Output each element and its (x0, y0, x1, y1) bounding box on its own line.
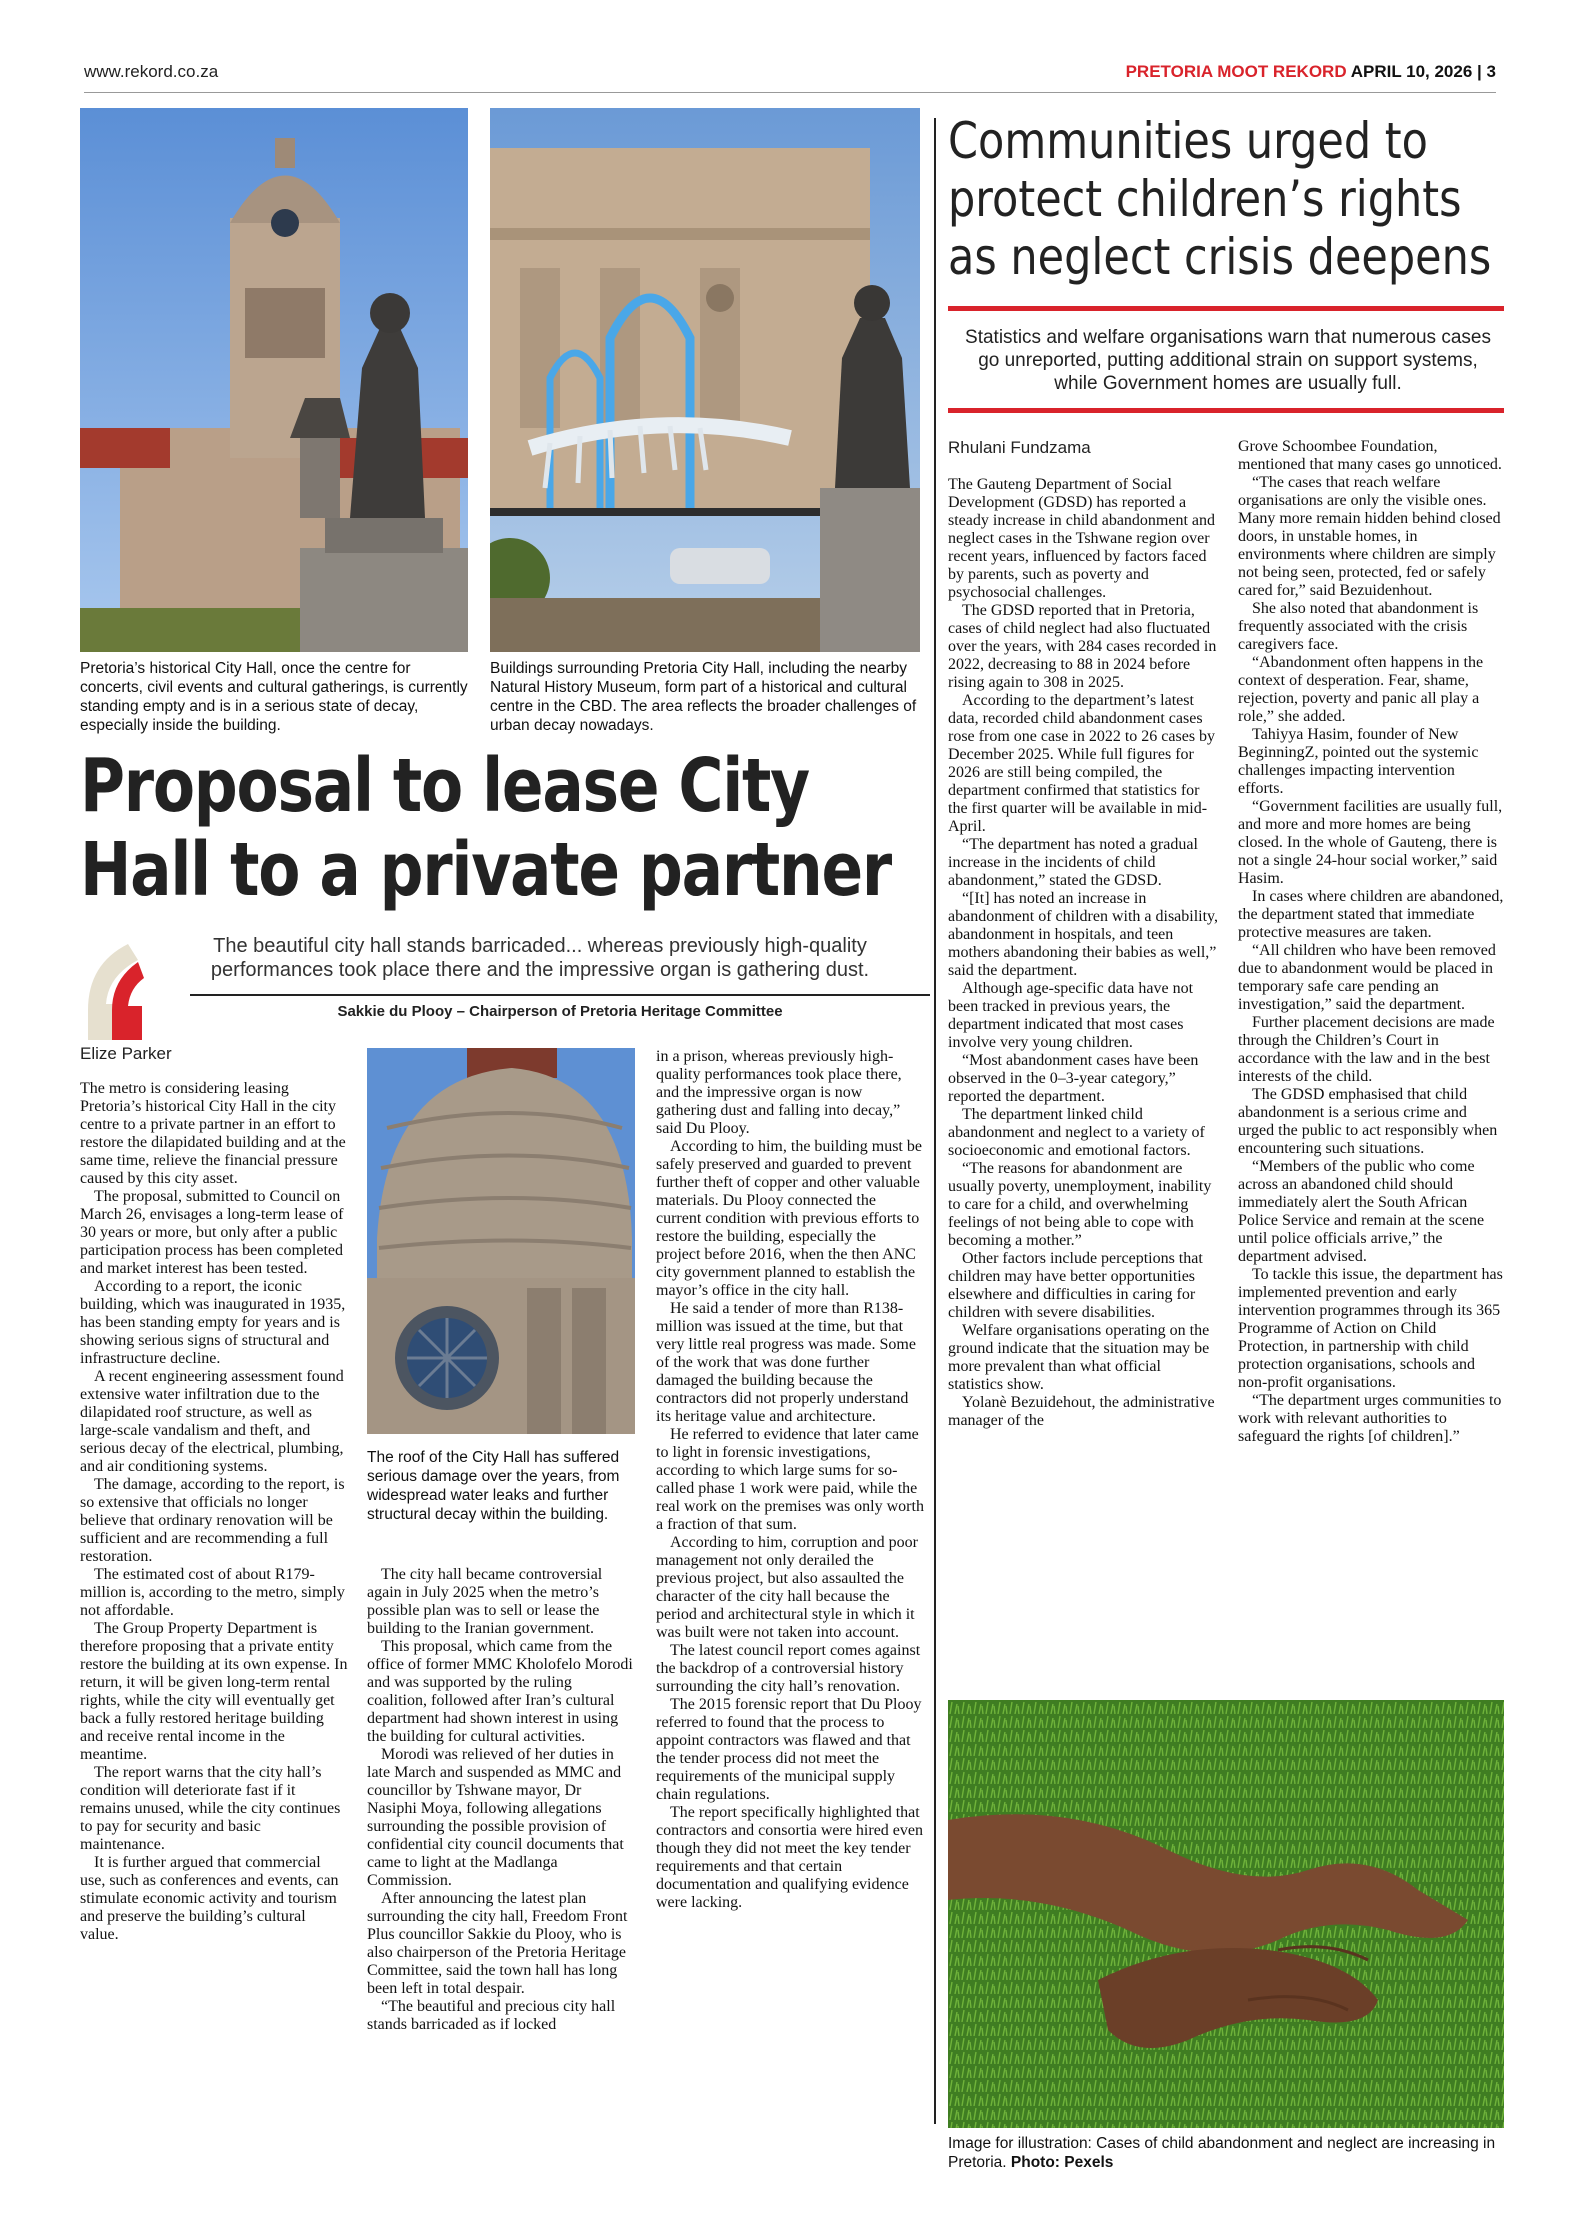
city-hall-roof-photo (367, 1048, 635, 1434)
left-col1-paragraph: The report warns that the city hall’s condition will deteriorate fast if it remains unused, while the city continues to pay for security and basic maintenance. (80, 1764, 341, 1853)
left-col3-paragraph: According to him, corruption and poor management not only derailed the previous project, but also assaulted the character of the city hall because the period and architectural style in which it was built were not taken into account. (656, 1534, 918, 1641)
right-col2-paragraph: “The cases that reach welfare organisations are only the visible ones. Many more remain hidden behind closed doors, in unstable homes, in environments where children are simply not being seen, protected, fed or safely cared for,” said Bezuidenhout. (1238, 474, 1501, 599)
right-col2-paragraph: “The department urges communities to work with relevant authorities to safeguard the rights [of children].” (1238, 1392, 1502, 1445)
left-col2-paragraph: After announcing the latest plan surrounding the city hall, Freedom Front Plus councillor Sakkie du Plooy, who is also chairperson of the Pretoria Heritage Committee, said the town hall has long been left in total despair. (367, 1890, 628, 1997)
right-col1-paragraph: Welfare organisations operating on the ground indicate that the situation may be more prevalent than what official statistics show. (948, 1322, 1210, 1393)
site-url[interactable]: www.rekord.co.za (84, 62, 219, 81)
roof-photo-caption: The roof of the City Hall has suffered serious damage over the years, from widespread water leaks and further structural decay within the building. (367, 1449, 620, 1523)
left-col1-paragraph: The estimated cost of about R179-million is, according to the metro, simply not affordable. (80, 1566, 345, 1619)
right-col1-paragraph: Other factors include perceptions that children may have better opportunities elsewhere and difficulties in caring for children with severe disabilities. (948, 1250, 1203, 1321)
city-hall-photo-caption: Pretoria’s historical City Hall, once the centre for concerts, civil events and cultural gatherings, is currently standing empty and is in a serious state of decay, especially inside the building. (80, 660, 468, 734)
right-col2-paragraph: She also noted that abandonment is frequently associated with the crisis caregivers face. (1238, 600, 1479, 653)
standfirst-rule-bottom (948, 408, 1504, 413)
hands-photo-caption-text: Image for illustration: Cases of child abandonment and neglect are increasing in Pretoria. (948, 2135, 1496, 2171)
left-headline-line-2: Hall to a private partner (80, 827, 891, 913)
right-col1-paragraph: Yolanè Bezuidehout, the administrative manager of the (948, 1394, 1215, 1429)
hands-photo-caption (948, 2134, 1504, 2172)
left-col1-paragraph: The Group Property Department is therefore proposing that a private entity restore the building at its own expense. In return, it will be given long-term rental rights, while the city will eventually get back a fully restored heritage building and receive rental income in the meantime. (80, 1620, 348, 1763)
left-story-column-2 (367, 1566, 635, 2034)
left-col1-paragraph: The damage, according to the report, is so extensive that officials no longer believe that ordinary renovation will be sufficient and are recommending a full restoration. (80, 1476, 345, 1565)
right-col2-paragraph: “Government facilities are usually full, and more and more homes are being closed. In the whole of Gauteng, there is not a single 24-hour social worker,” said Hasim. (1238, 798, 1503, 887)
right-col2-paragraph: “Members of the public who come across an abandoned child should immediately alert the South African Police Service and remain at the scene until police officials arrive,” the department advised. (1238, 1158, 1485, 1265)
right-col1-paragraph: “The department has noted a gradual increase in the incidents of child abandonment,” stated the GDSD. (948, 836, 1198, 889)
left-story-headline (80, 743, 891, 913)
left-story-column-1 (80, 1080, 348, 1944)
left-col2-paragraph: The city hall became controversial again in July 2025 when the metro’s possible plan was to sell or lease the building to the Iranian government. (367, 1566, 603, 1637)
right-col2-paragraph: To tackle this issue, the department has implemented prevention and early intervention programmes through its 365 Programme of Action on Child Protection, in partnership with child protection organisations, schools and non-profit organisations. (1238, 1266, 1503, 1391)
right-col1-paragraph: Although age-specific data have not been tracked in previous years, the department indicated that most cases involve very young children. (948, 980, 1194, 1051)
right-col1-paragraph: “[It] has noted an increase in abandonment of children with a disability, abandonment in hospitals, and teen mothers abandoning their babies as well,” said the department. (948, 890, 1219, 979)
right-story-column-2 (1238, 438, 1504, 1446)
pull-quote: The beautiful city hall stands barricaded... whereas previously high-quality performances took place there and the impressive organ is gathering dust. (210, 935, 870, 981)
quote-mark-icon (82, 940, 146, 1044)
left-col3-paragraph: in a prison, whereas previously high-quality performances took place there, and the impressive organ is now gathering dust and falling into decay,” said Du Plooy. (656, 1048, 902, 1137)
right-col2-paragraph: The GDSD emphasised that child abandonment is a serious crime and urged the public to act responsibly when encountering such situations. (1238, 1086, 1498, 1157)
right-col1-paragraph: The Gauteng Department of Social Development (GDSD) has reported a steady increase in child abandonment and neglect cases in the Tshwane region over recent years, influenced by factors faced by parents, such as poverty and psychosocial challenges. (948, 476, 1216, 601)
left-story-byline: Elize Parker (80, 1044, 172, 1063)
right-col2-paragraph: In cases where children are abandoned, the department stated that immediate protective measures are taken. (1238, 888, 1504, 941)
right-col2-paragraph: Tahiyya Hasim, founder of New BeginningZ, pointed out the systemic challenges impacting intervention efforts. (1238, 726, 1479, 797)
right-col1-paragraph: According to the department’s latest data, recorded child abandonment cases rose from one case in 2022 to 26 cases by December 2025. While full figures for 2026 are still being compiled, the department confirmed that statistics for the first quarter will be available in mid-April. (948, 692, 1216, 835)
page-number: 3 (1486, 62, 1496, 81)
city-hall-photo (80, 108, 468, 652)
left-col3-paragraph: The report specifically highlighted that contractors and consortia were hired even though they did not meet the key tender requirements and that certain documentation and qualifying evidence were lacking. (656, 1804, 923, 1911)
right-story-standfirst: Statistics and welfare organisations warn that numerous cases go unreported, putting additional strain on support systems, while Government homes are usually full. (965, 327, 1491, 394)
hands-on-grass-photo (948, 1700, 1504, 2128)
right-col1-paragraph: “The reasons for abandonment are usually poverty, unemployment, inability to care for a child, and overwhelming feelings of not being able to cope with becoming a mother.” (948, 1160, 1212, 1249)
left-col3-paragraph: According to him, the building must be safely preserved and guarded to prevent further theft of copper and other valuable materials. Du Plooy connected the current condition with previous efforts to restore the building, especially the project before 2016, when the then ANC city government planned to establish the mayor’s office in the city hall. (656, 1138, 922, 1299)
left-col1-paragraph: The metro is considering leasing Pretoria’s historical City Hall in the city centre to a private partner in an effort to restore the dilapidated building and at the same time, relieve the financial pressure caused by this city asset. (80, 1080, 346, 1187)
left-col1-paragraph: A recent engineering assessment found extensive water infiltration due to the dilapidated roof structure, as well as large-scale vandalism and theft, and serious decay of the electrical, plumbing, and air conditioning systems. (80, 1368, 344, 1475)
right-col2-paragraph: Grove Schoombee Foundation, mentioned that many cases go unnoticed. (1238, 438, 1502, 473)
left-col3-paragraph: The 2015 forensic report that Du Plooy referred to found that the process to appoint contractors was flawed and that the tender process did not meet the requirements of the municipal supply chain regulations. (656, 1696, 922, 1803)
right-story-byline: Rhulani Fundzama (948, 438, 1091, 457)
left-col1-paragraph: It is further argued that commercial use, such as conferences and events, can stimulate economic activity and tourism and preserve the building’s cultural value. (80, 1854, 339, 1943)
right-headline-line-3: as neglect crisis deepens (948, 228, 1492, 286)
left-col2-paragraph: This proposal, which came from the office of former MMC Kholofelo Morodi and was supported by the ruling coalition, followed after Iran’s cultural department had shown interest in using the building for cultural activities. (367, 1638, 633, 1745)
left-col2-paragraph: Morodi was relieved of her duties in late March and suspended as MMC and councillor by Tshwane mayor, Dr Nasiphi Moya, following allegations surrounding the possible provision of confidential city council documents that came to light at the Madlanga Commission. (367, 1746, 624, 1889)
left-col3-paragraph: The latest council report comes against the backdrop of a controversial history surrounding the city hall’s renovation. (656, 1642, 921, 1695)
right-story-headline (948, 112, 1492, 286)
right-col1-paragraph: The GDSD reported that in Pretoria, cases of child neglect had also fluctuated over the years, with 284 cases recorded in 2022, decreasing to 88 in 2024 before rising again to 308 in 2025. (948, 602, 1217, 691)
issue-date: APRIL 10, 2026 (1350, 62, 1473, 81)
left-col1-paragraph: According to a report, the iconic building, which was inaugurated in 1935, has been standing empty for years and is showing serious signs of structural and infrastructure decline. (80, 1278, 346, 1367)
museum-photo-caption: Buildings surrounding Pretoria City Hall, including the nearby Natural History Museum, form part of a historical and cultural centre in the CBD. The area reflects the broader challenges of urban decay nowadays. (490, 660, 917, 734)
pull-quote-attribution: Sakkie du Plooy – Chairperson of Pretoria Heritage Committee (337, 1003, 783, 1020)
left-story-column-3 (656, 1048, 924, 1912)
right-headline-line-1: Communities urged to (948, 112, 1428, 170)
right-col1-paragraph: “Most abandonment cases have been observed in the 0–3-year category,” reported the department. (948, 1052, 1199, 1105)
left-col3-paragraph: He referred to evidence that later came to light in forensic investigations, according to which large sums for so-called phase 1 work were paid, while the real work on the premises was only worth a fraction of that sum. (656, 1426, 924, 1533)
left-col3-paragraph: He said a tender of more than R138-million was issued at the time, but that very little real progress was made. Some of the work that was done further damaged the building because the contractors did not properly understand its heritage value and architecture. (656, 1300, 916, 1425)
right-headline-line-2: protect children’s rights (948, 170, 1462, 228)
right-col2-paragraph: “Abandonment often happens in the context of desperation. Fear, shame, rejection, poverty and panic all play a role,” she added. (1238, 654, 1484, 725)
left-col2-paragraph: “The beautiful and precious city hall stands barricaded as if locked (367, 1998, 616, 2033)
left-col1-paragraph: The proposal, submitted to Council on March 26, envisages a long-term lease of 30 years or more, but only after a public participation process has been completed and market interest has been tested. (80, 1188, 344, 1277)
standfirst-rule-top (948, 306, 1504, 311)
right-story-column-1 (948, 476, 1220, 1430)
right-col2-paragraph: “All children who have been removed due to abandonment would be placed in temporary safe care pending an investigation,” said the department. (1238, 942, 1496, 1013)
publication-name: PRETORIA MOOT REKORD (1125, 62, 1347, 81)
photo-credit: Photo: Pexels (1010, 2154, 1114, 2171)
right-col2-paragraph: Further placement decisions are made through the Children’s Court in accordance with the law and in the best interests of the child. (1238, 1014, 1495, 1085)
pull-quote-rule (190, 994, 930, 996)
left-headline-line-1: Proposal to lease City (80, 743, 809, 829)
header-separator: | (1477, 62, 1482, 81)
column-divider (934, 118, 936, 2124)
natural-history-museum-photo (490, 108, 920, 652)
masthead-info (1126, 62, 1496, 82)
header-rule (84, 92, 1496, 93)
right-col1-paragraph: The department linked child abandonment and neglect to a variety of socioeconomic and emotional factors. (948, 1106, 1205, 1159)
